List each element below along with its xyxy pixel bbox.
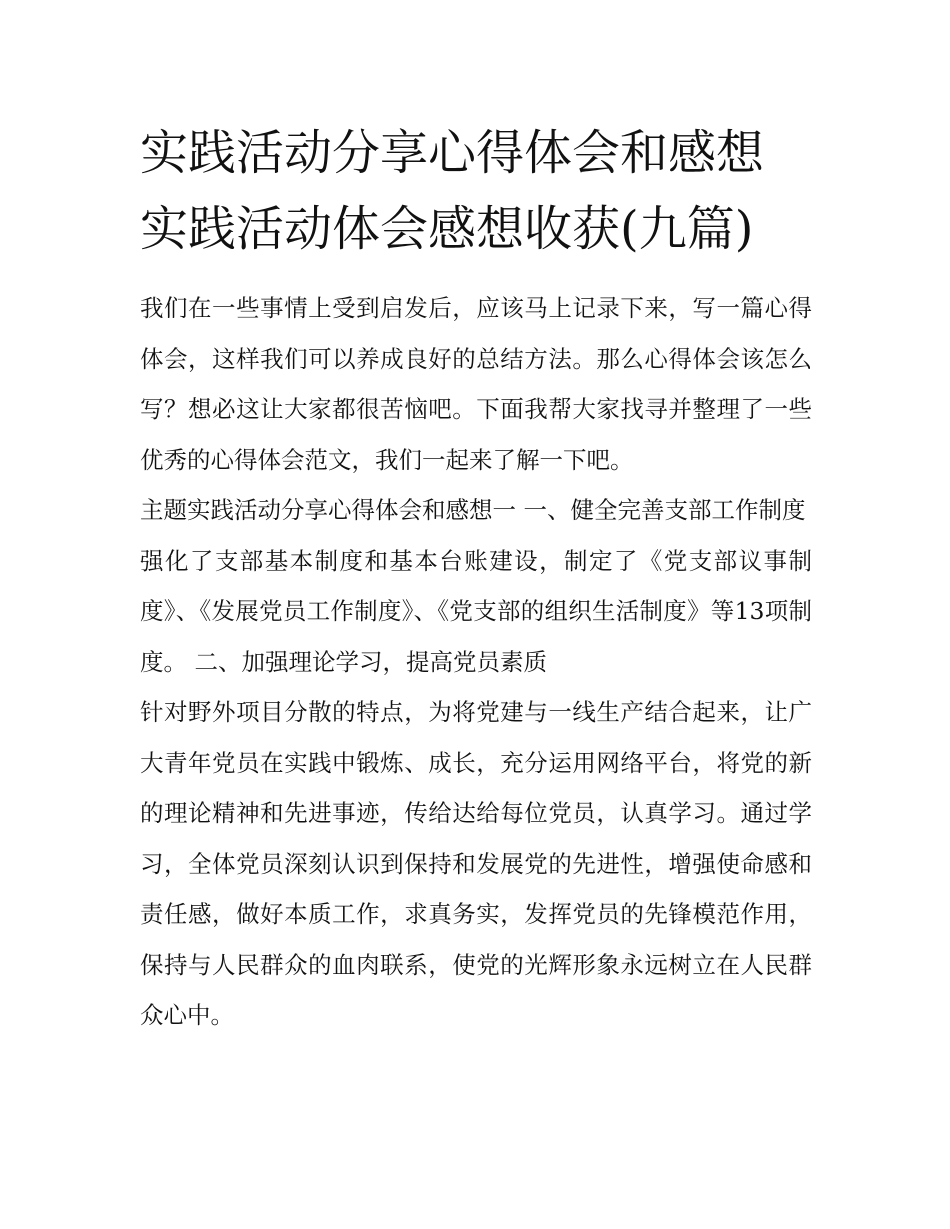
document-title [140,115,840,267]
title-line-1: 实践活动分享心得体会和感想 [140,125,765,181]
section-heading-paragraph: 主题实践活动分享心得体会和感想一 一、健全完善支部工作制度 [140,496,806,524]
title-line-2: 实践活动体会感想收获(九篇) [140,201,754,257]
body-paragraph-2: 针对野外项目分散的特点，为将党建与一线生产结合起来，让广大青年党员在实践中锻炼、成长，充分运用网络平台，将党的新的理论精神和先进事迹，传给达给每位党员，认真学习。通过学习，全体党员深刻认识到保持和发展党的先进性，增强使命感和责任感，做好本质工作，求真务实，发挥党员的先锋模范作用，保持与人民群众的血肉联系，使党的光辉形象永远树立在人民群众心中。 [140,698,812,1029]
document-body [140,115,812,1041]
intro-paragraph: 我们在一些事情上受到启发后，应该马上记录下来，写一篇心得体会，这样我们可以养成良好的总结方法。那么心得体会该怎么写？想必这让大家都很苦恼吧。下面我帮大家找寻并整理了一些优秀的心得体会范文，我们一起来了解一下吧。 [140,294,812,474]
body-paragraph-1: 强化了支部基本制度和基本台账建设，制定了《党支部议事制度》、《发展党员工作制度》、《党支部的组织生活制度》等13项制度。 二、加强理论学习，提高党员素质 [140,546,812,676]
